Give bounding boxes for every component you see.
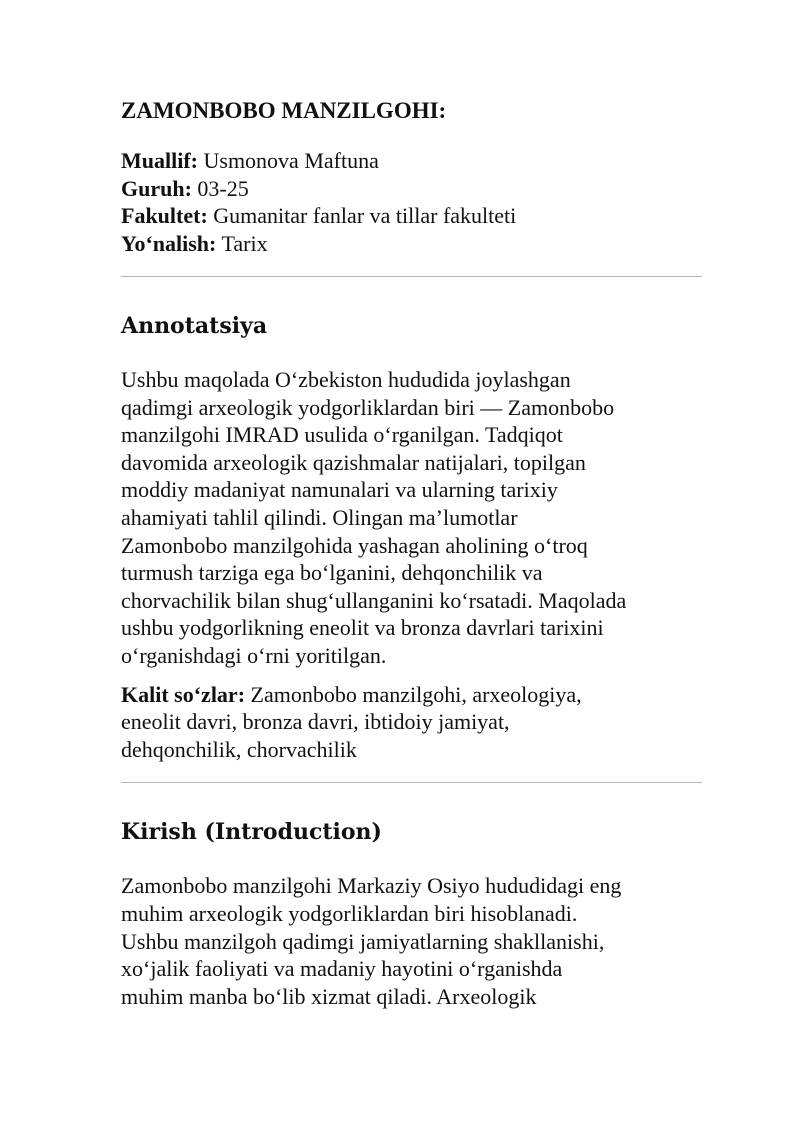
annotation-line: turmush tarziga ega bo‘lganini, dehqonchilik va: [121, 560, 543, 586]
meta-group-value: 03-25: [197, 175, 249, 201]
divider-top: [121, 276, 702, 277]
introduction-line: Ushbu manzilgoh qadimgi jamiyatlarning shakllanishi,: [121, 928, 605, 954]
meta-author-label: Muallif:: [121, 148, 198, 173]
meta-faculty-label: Fakultet:: [121, 203, 208, 228]
annotation-line: manzilgohi IMRAD usulida o‘rganilgan. Tadqiqot: [121, 422, 563, 448]
keywords-text: Zamonbobo manzilgohi, arxeologiya,: [250, 681, 582, 707]
keywords-line: eneolit davri, bronza davri, ibtidoiy jamiyat,: [121, 709, 510, 735]
annotation-line: moddiy madaniyat namunalari va ularning tarixiy: [121, 477, 558, 503]
document-title: ZAMONBOBO MANZILGOHI:: [121, 98, 447, 123]
meta-group: [121, 175, 711, 203]
annotation-line: ahamiyati tahlil qilindi. Olingan ma’lumotlar: [121, 504, 518, 530]
meta-faculty-value: Gumanitar fanlar va tillar fakulteti: [213, 203, 517, 228]
keywords-label: Kalit so‘zlar:: [121, 681, 246, 707]
keywords-paragraph: [121, 681, 711, 764]
annotation-line: o‘rganishdagi o‘rni yoritilgan.: [121, 642, 387, 668]
annotation-paragraph: [121, 366, 711, 670]
author-info: [121, 147, 711, 257]
meta-faculty: [121, 202, 711, 230]
annotation-line: chorvachilik bilan shug‘ullanganini ko‘rsatadi. Maqolada: [121, 587, 627, 613]
meta-author: [121, 147, 711, 175]
annotation-line: qadimgi arxeologik yodgorliklardan biri — Zamonbobo: [121, 394, 615, 420]
keywords-line: dehqonchilik, chorvachilik: [121, 736, 357, 762]
meta-direction-label: Yo‘nalish:: [121, 230, 217, 256]
introduction-line: muhim manba bo‘lib xizmat qiladi. Arxeologik: [121, 983, 537, 1009]
introduction-line: xo‘jalik faoliyati va madaniy hayotini o‘rganishda: [121, 956, 563, 982]
meta-direction: [121, 230, 711, 258]
introduction-paragraph: [121, 872, 711, 1010]
meta-direction-value: Tarix: [221, 230, 268, 256]
document-page: [121, 96, 711, 1010]
meta-group-label: Guruh:: [121, 175, 192, 201]
annotation-line: Ushbu maqolada O‘zbekiston hududida joylashgan: [121, 367, 571, 392]
introduction-line: muhim arxeologik yodgorliklardan biri hisoblanadi.: [121, 900, 578, 926]
introduction-line: Zamonbobo manzilgohi Markaziy Osiyo hududidagi eng: [121, 873, 622, 899]
keywords-line: [121, 681, 711, 709]
annotation-line: Zamonbobo manzilgohida yashagan aholining o‘troq: [121, 532, 588, 558]
annotation-line: davomida arxeologik qazishmalar natijalari, topilgan: [121, 449, 586, 475]
introduction-heading: Kirish (Introduction): [121, 819, 382, 846]
annotation-line: ushbu yodgorlikning eneolit va bronza davrlari tarixini: [121, 615, 604, 641]
meta-author-value: Usmonova Maftuna: [203, 148, 379, 173]
annotation-heading: Annotatsiya: [121, 313, 268, 339]
divider-middle: [121, 782, 702, 783]
